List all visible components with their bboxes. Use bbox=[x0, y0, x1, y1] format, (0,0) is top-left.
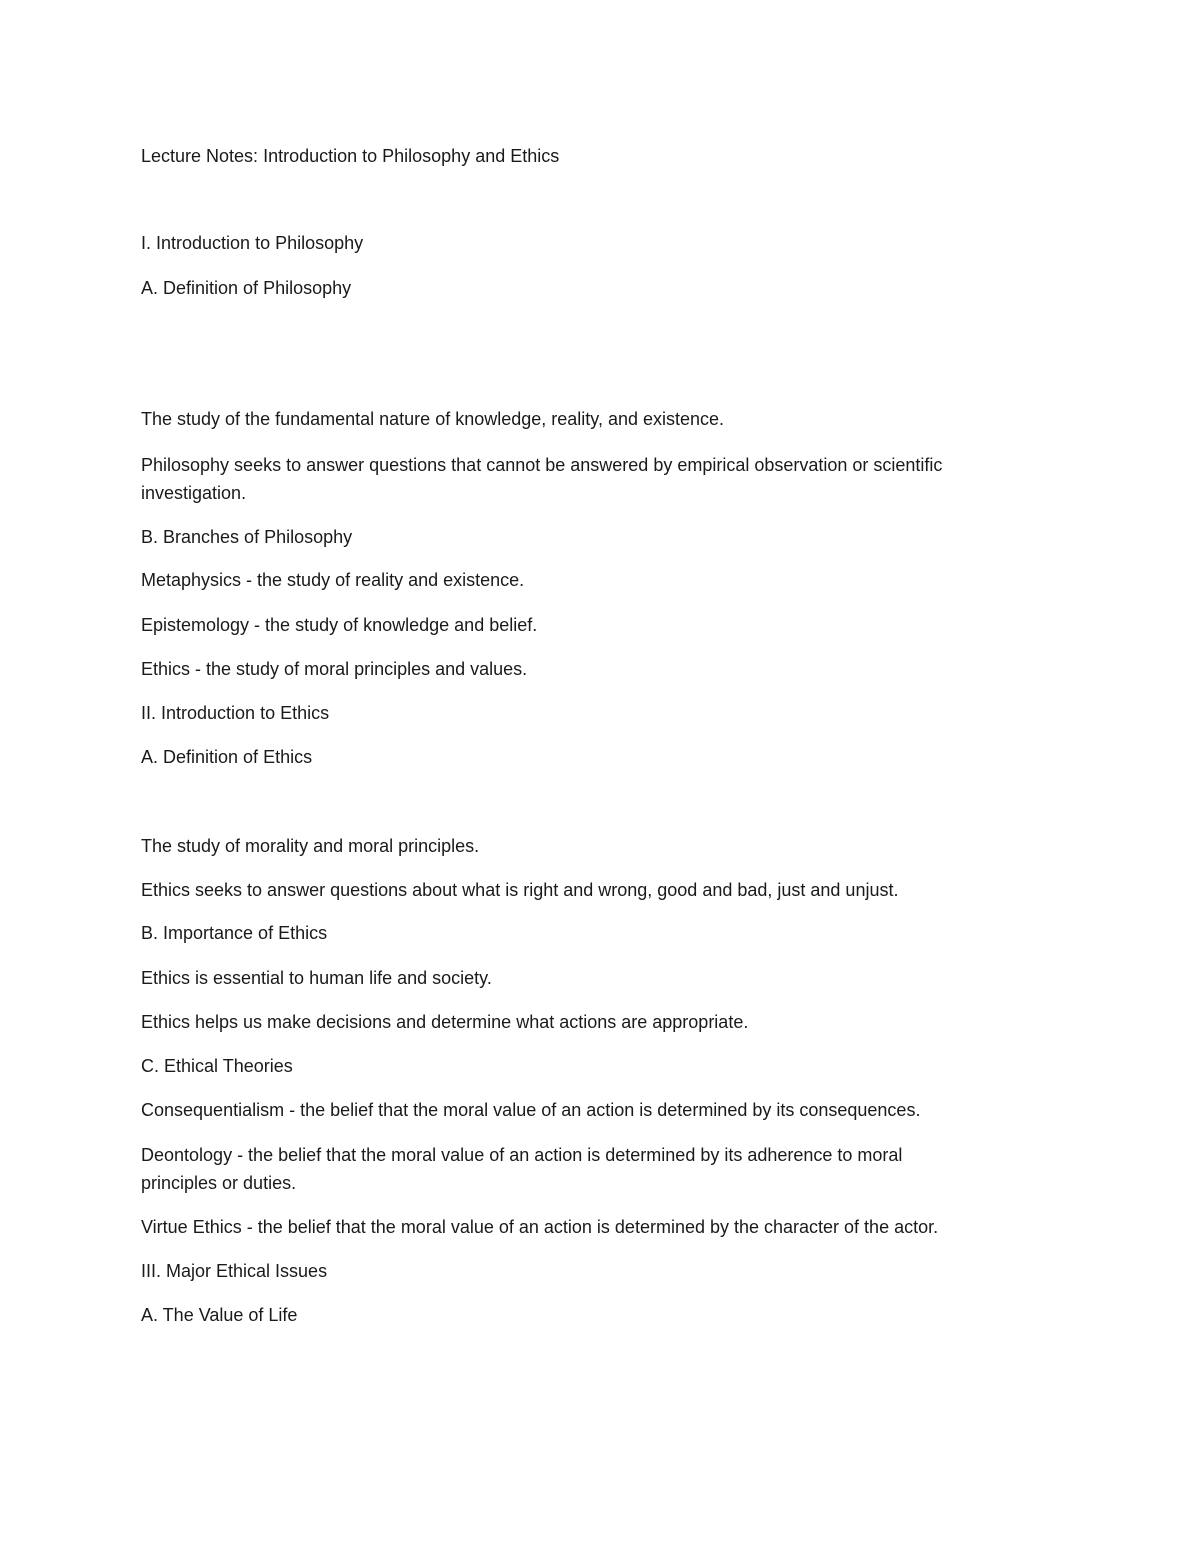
paragraph: The study of the fundamental nature of knowledge, reality, and existence. bbox=[141, 409, 725, 429]
subsection-heading-definition-philosophy: A. Definition of Philosophy bbox=[141, 278, 352, 298]
section-heading-philosophy: I. Introduction to Philosophy bbox=[141, 233, 364, 253]
list-item: Virtue Ethics - the belief that the moral value of an action is determined by the character of the actor. bbox=[141, 1217, 939, 1237]
list-item: Ethics - the study of moral principles and values. bbox=[141, 659, 528, 679]
document-title: Lecture Notes: Introduction to Philosophy and Ethics bbox=[141, 146, 560, 166]
list-item: Deontology - the belief that the moral value of an action is determined by its adherence to moral bbox=[141, 1145, 903, 1165]
paragraph-continuation: investigation. bbox=[141, 483, 247, 503]
section-heading-issues: III. Major Ethical Issues bbox=[141, 1261, 328, 1281]
subsection-heading-value-of-life: A. The Value of Life bbox=[141, 1305, 298, 1325]
paragraph: Ethics seeks to answer questions about what is right and wrong, good and bad, just and unjust. bbox=[141, 880, 899, 900]
list-item: Metaphysics - the study of reality and existence. bbox=[141, 570, 525, 590]
list-item: Consequentialism - the belief that the moral value of an action is determined by its consequences. bbox=[141, 1100, 921, 1120]
paragraph: Ethics helps us make decisions and determine what actions are appropriate. bbox=[141, 1012, 749, 1032]
subsection-heading-definition-ethics: A. Definition of Ethics bbox=[141, 747, 313, 767]
paragraph: The study of morality and moral principles. bbox=[141, 836, 480, 856]
paragraph: Ethics is essential to human life and society. bbox=[141, 968, 492, 988]
subsection-heading-importance: B. Importance of Ethics bbox=[141, 923, 328, 943]
paragraph: Philosophy seeks to answer questions that cannot be answered by empirical observation or scientific bbox=[141, 455, 943, 475]
list-item-continuation: principles or duties. bbox=[141, 1173, 297, 1193]
list-item: Epistemology - the study of knowledge and belief. bbox=[141, 615, 538, 635]
subsection-heading-branches: B. Branches of Philosophy bbox=[141, 527, 353, 547]
section-heading-ethics: II. Introduction to Ethics bbox=[141, 703, 330, 723]
subsection-heading-theories: C. Ethical Theories bbox=[141, 1056, 293, 1076]
